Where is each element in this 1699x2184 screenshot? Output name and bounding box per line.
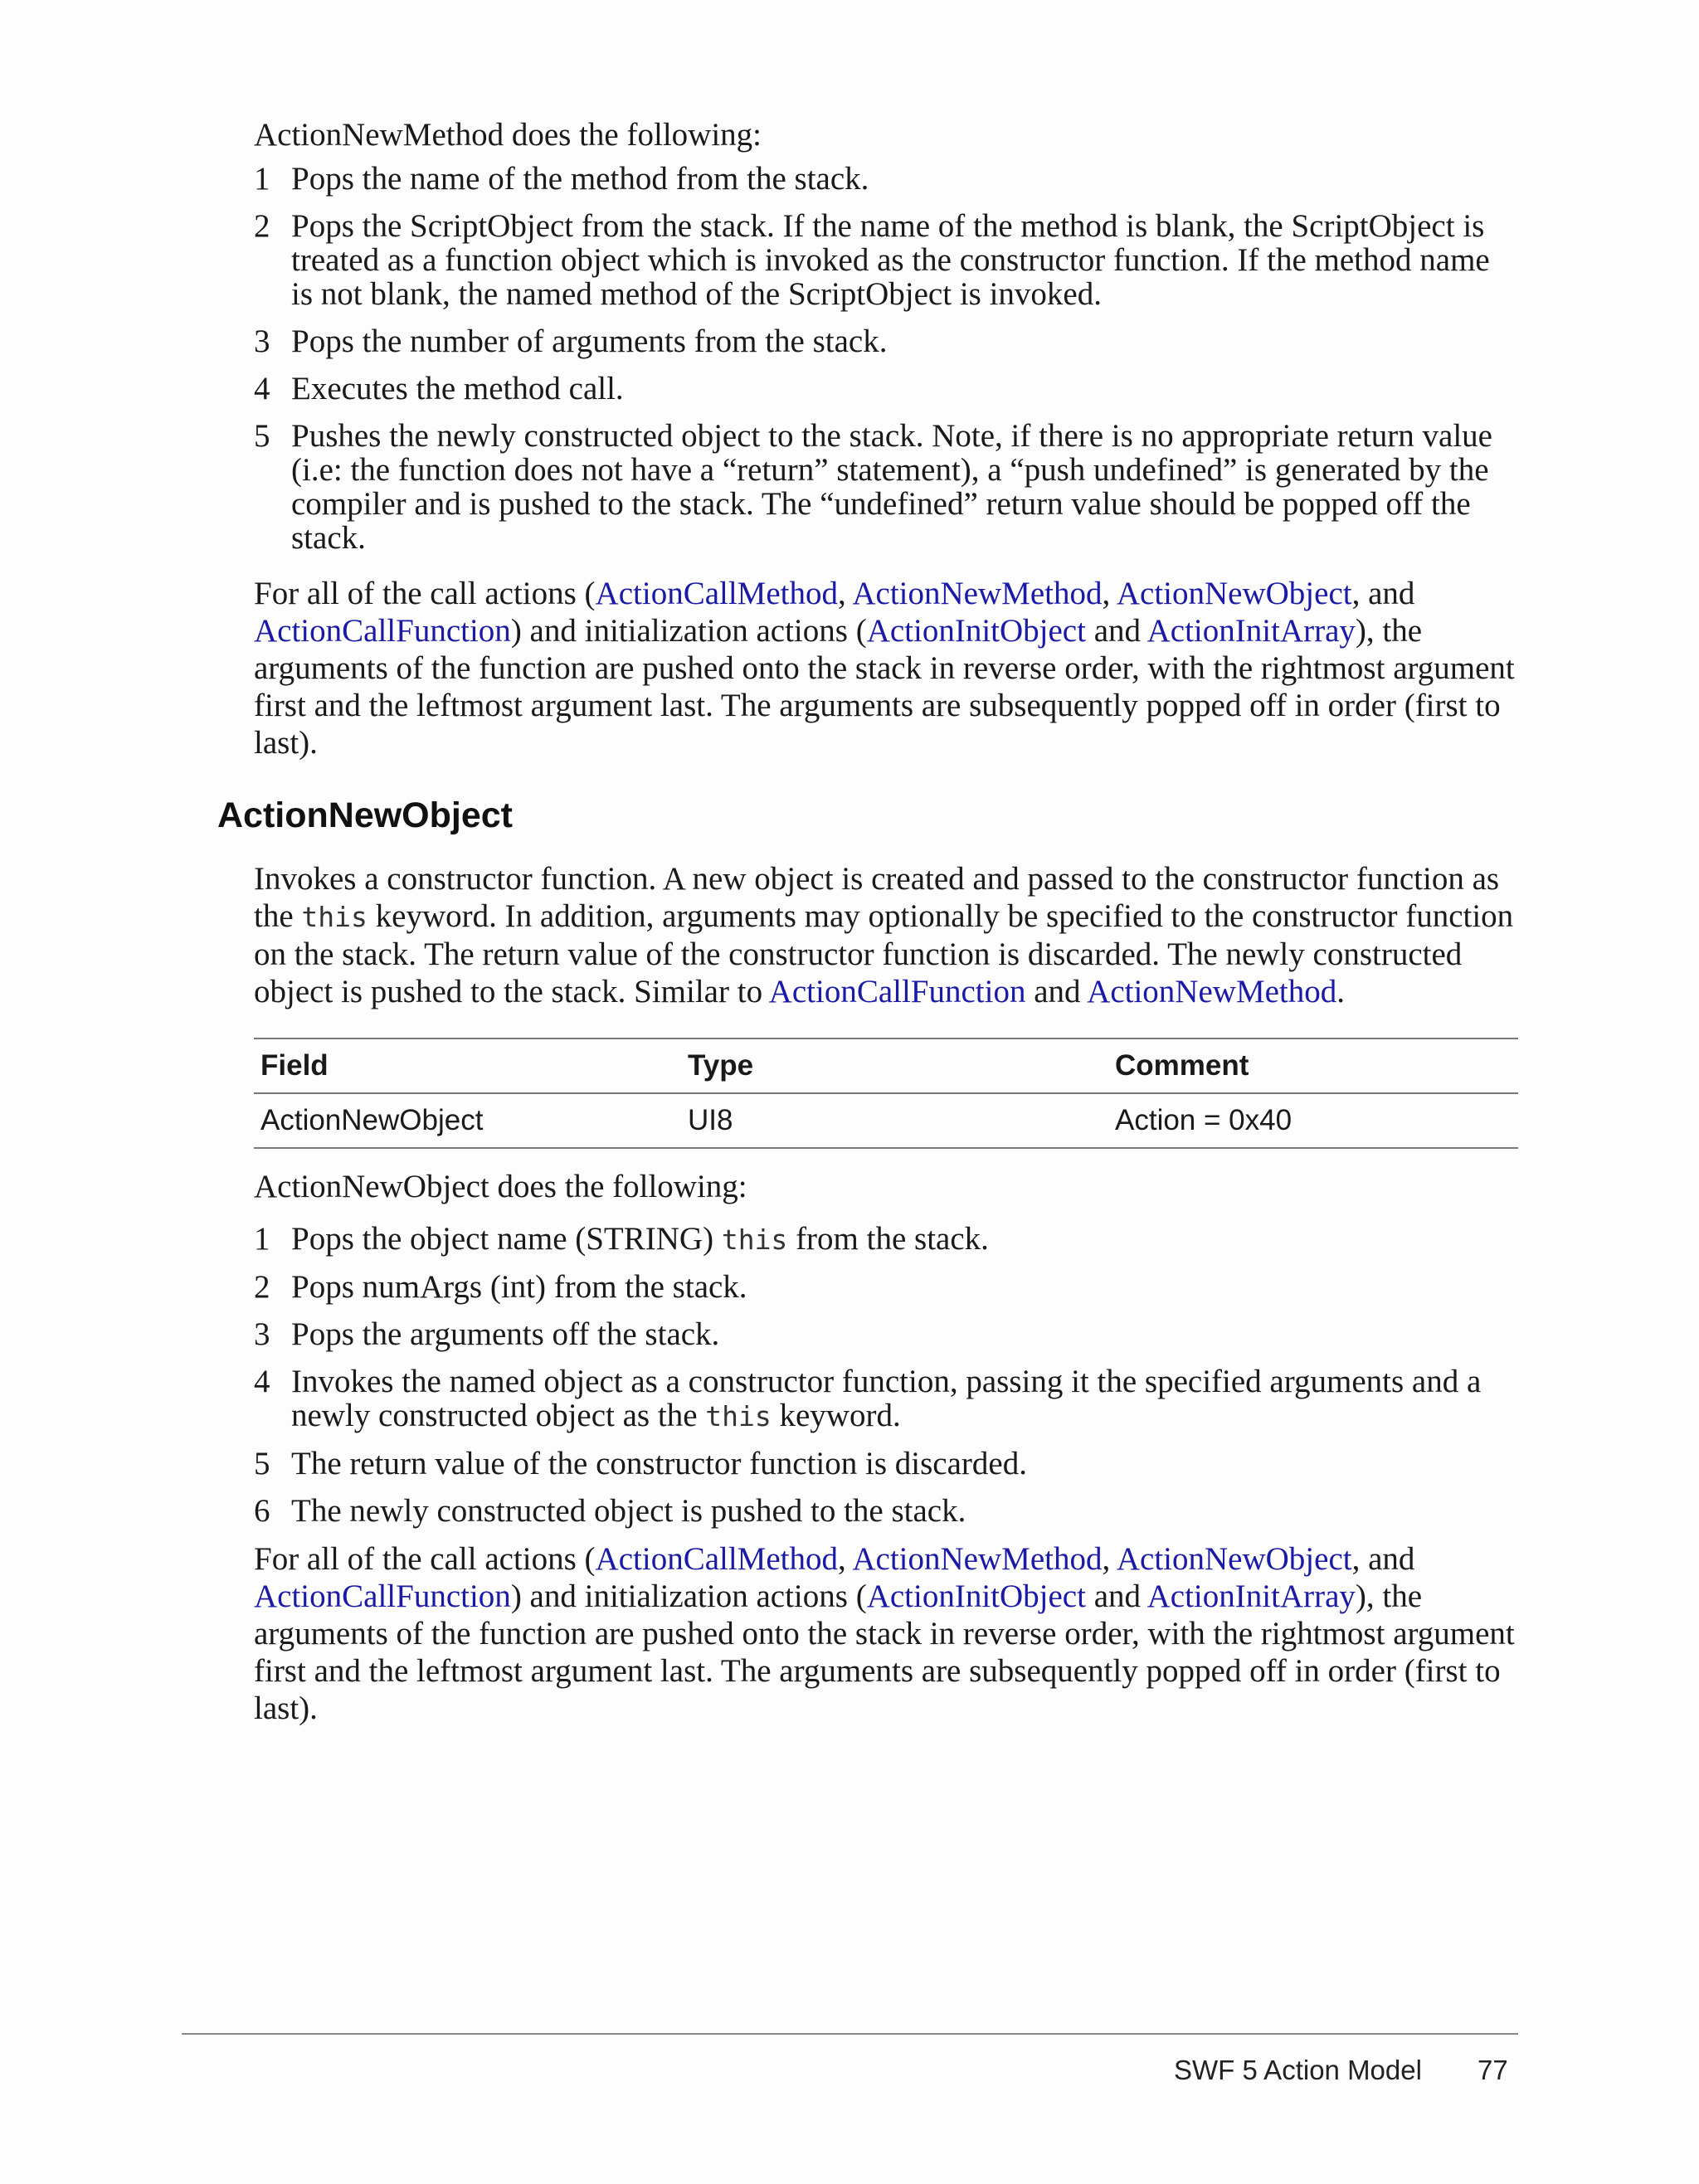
table-header-row bbox=[254, 1038, 1518, 1093]
step-text: Executes the method call. bbox=[291, 371, 624, 406]
header-field: Field bbox=[254, 1038, 681, 1093]
note-text: For all of the call actions ( bbox=[254, 576, 596, 611]
note-text: , and bbox=[1351, 576, 1415, 611]
desc-text: Invokes a constructor function. A new object is created and passed to the constructor function as the bbox=[254, 861, 1500, 934]
note-text: ) and initialization actions ( bbox=[510, 1578, 867, 1614]
note-text: ), the arguments of the function are pushed onto the stack in reverse order, with the rightmost argument first and the leftmost argument last. The arguments are subsequently popped off in order (first to last). bbox=[254, 613, 1515, 761]
field-table bbox=[254, 1038, 1518, 1149]
link-action-init-array[interactable]: ActionInitArray bbox=[1146, 613, 1356, 649]
link-action-call-function[interactable]: ActionCallFunction bbox=[768, 974, 1026, 1009]
cell-field: ActionNewObject bbox=[254, 1093, 681, 1148]
step-text: Invokes the named object as a constructor function, passing it the specified arguments and a newly constructed object as the bbox=[291, 1364, 1482, 1433]
note-text: ), the arguments of the function are pushed onto the stack in reverse order, with the rightmost argument first and the leftmost argument last. The arguments are subsequently popped off in order (first to last). bbox=[254, 1578, 1515, 1726]
list-item bbox=[254, 419, 1518, 555]
section-heading: ActionNewObject bbox=[217, 795, 513, 835]
step-text: The newly constructed object is pushed to the stack. bbox=[291, 1493, 966, 1529]
step-number: 5 bbox=[254, 418, 270, 454]
step-text: keyword. bbox=[771, 1398, 901, 1433]
step-number: 2 bbox=[254, 208, 270, 244]
footer-title: SWF 5 Action Model bbox=[1174, 2055, 1422, 2085]
step-number: 4 bbox=[254, 371, 270, 406]
note-text: and bbox=[1085, 1578, 1147, 1614]
step-text: Pops the ScriptObject from the stack. If the name of the method is blank, the ScriptObject is treated as a function object which is invoked as the constructor function. If the method name is not blank, the named method of the ScriptObject is invoked. bbox=[291, 208, 1490, 312]
list-item bbox=[254, 1270, 1518, 1304]
desc-text: . bbox=[1336, 974, 1346, 1009]
list-item bbox=[254, 1494, 1518, 1528]
table-row bbox=[254, 1093, 1518, 1148]
step-number: 3 bbox=[254, 323, 270, 359]
desc-text: and bbox=[1025, 974, 1088, 1009]
note-text: , bbox=[1102, 576, 1117, 611]
desc-text: keyword. In addition, arguments may optionally be specified to the constructor function on the stack. The return value of the constructor function is discarded. The newly constructed object is pushed to the stack. Similar to bbox=[254, 898, 1514, 1009]
cell-comment: Action = 0x40 bbox=[1108, 1093, 1518, 1148]
call-actions-note-repeat bbox=[254, 1540, 1518, 1727]
section1-steps bbox=[254, 162, 1518, 555]
list-item bbox=[254, 209, 1518, 311]
list-item bbox=[254, 1364, 1518, 1433]
link-action-init-object[interactable]: ActionInitObject bbox=[866, 1578, 1086, 1614]
step-text: Pops numArgs (int) from the stack. bbox=[291, 1269, 747, 1305]
note-text: ) and initialization actions ( bbox=[510, 613, 867, 649]
section1-intro: ActionNewMethod does the following: bbox=[254, 117, 762, 153]
code-this: this bbox=[301, 901, 368, 933]
header-type: Type bbox=[681, 1038, 1108, 1093]
note-text: , bbox=[838, 576, 853, 611]
step-text: Pushes the newly constructed object to the stack. Note, if there is no appropriate return value (i.e: the function does not have a “return” statement), a “push undefined” is generated by the compiler and is pushed to the stack. The “undefined” return value should be popped off the stack. bbox=[291, 418, 1492, 556]
call-actions-note bbox=[254, 575, 1518, 761]
link-action-new-method[interactable]: ActionNewMethod bbox=[852, 576, 1103, 611]
link-action-init-array[interactable]: ActionInitArray bbox=[1146, 1578, 1356, 1614]
note-text: , bbox=[1102, 1541, 1117, 1577]
step-number: 5 bbox=[254, 1446, 270, 1481]
link-action-call-function[interactable]: ActionCallFunction bbox=[254, 613, 511, 649]
link-action-call-method[interactable]: ActionCallMethod bbox=[595, 1541, 839, 1577]
step-text: from the stack. bbox=[787, 1221, 989, 1257]
link-action-new-method[interactable]: ActionNewMethod bbox=[852, 1541, 1103, 1577]
step-text: Pops the object name (STRING) bbox=[291, 1221, 722, 1257]
section-description bbox=[254, 860, 1518, 1010]
page-number: 77 bbox=[1477, 2055, 1508, 2085]
note-text: , bbox=[838, 1541, 853, 1577]
section2-steps bbox=[254, 1222, 1518, 1528]
step-number: 1 bbox=[254, 1221, 270, 1257]
header-comment: Comment bbox=[1108, 1038, 1518, 1093]
step-text: Pops the number of arguments from the stack. bbox=[291, 323, 888, 359]
link-action-new-object[interactable]: ActionNewObject bbox=[1116, 576, 1352, 611]
list-item bbox=[254, 162, 1518, 196]
list-item bbox=[254, 1447, 1518, 1481]
link-action-new-method[interactable]: ActionNewMethod bbox=[1087, 974, 1337, 1009]
list-item bbox=[254, 372, 1518, 406]
step-number: 6 bbox=[254, 1493, 270, 1529]
code-this: this bbox=[721, 1223, 788, 1256]
step-text: Pops the arguments off the stack. bbox=[291, 1316, 720, 1352]
link-action-init-object[interactable]: ActionInitObject bbox=[866, 613, 1086, 649]
note-text: , and bbox=[1351, 1541, 1415, 1577]
list-item bbox=[254, 1222, 1518, 1257]
list-item bbox=[254, 1317, 1518, 1351]
step-number: 4 bbox=[254, 1364, 270, 1399]
list-item bbox=[254, 324, 1518, 358]
section2-intro: ActionNewObject does the following: bbox=[254, 1169, 747, 1204]
footer-divider bbox=[182, 2033, 1518, 2035]
note-text: For all of the call actions ( bbox=[254, 1541, 596, 1577]
step-number: 2 bbox=[254, 1269, 270, 1305]
link-action-call-method[interactable]: ActionCallMethod bbox=[595, 576, 839, 611]
link-action-call-function[interactable]: ActionCallFunction bbox=[254, 1578, 511, 1614]
code-this: this bbox=[705, 1400, 772, 1432]
note-text: and bbox=[1085, 613, 1147, 649]
cell-type: UI8 bbox=[681, 1093, 1108, 1148]
step-number: 3 bbox=[254, 1316, 270, 1352]
step-number: 1 bbox=[254, 161, 270, 197]
step-text: Pops the name of the method from the stack. bbox=[291, 161, 869, 197]
step-text: The return value of the constructor function is discarded. bbox=[291, 1446, 1027, 1481]
link-action-new-object[interactable]: ActionNewObject bbox=[1116, 1541, 1352, 1577]
